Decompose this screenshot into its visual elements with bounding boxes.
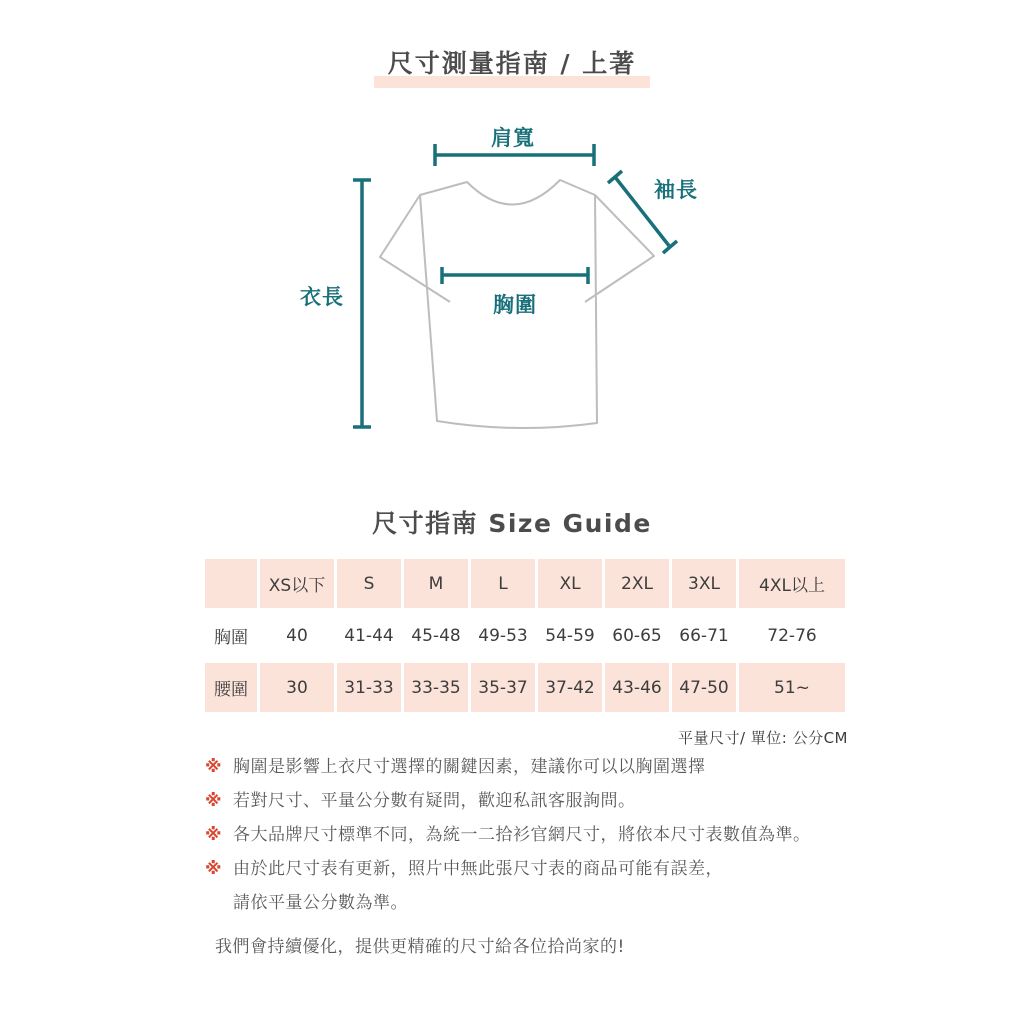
chest-value-3xl: 66-71 (672, 611, 736, 660)
col-header-xs: XS以下 (260, 559, 334, 608)
reference-mark-icon: ※ (205, 791, 222, 811)
col-header-s: S (337, 559, 401, 608)
table-row-waist (205, 663, 845, 712)
waist-value-4xl: 51~ (739, 663, 845, 712)
col-header-2xl: 2XL (605, 559, 669, 608)
chest-value-4xl: 72-76 (739, 611, 845, 660)
list-item (205, 859, 885, 879)
table-row-chest (205, 611, 845, 660)
size-table-corner-cell (205, 559, 257, 608)
waist-value-2xl: 43-46 (605, 663, 669, 712)
shirt-measurement-diagram (280, 110, 760, 450)
page-title (0, 44, 1024, 88)
chest-measure-line (442, 267, 588, 284)
waist-value-xs: 30 (260, 663, 334, 712)
col-header-m: M (404, 559, 468, 608)
notes-list (205, 757, 885, 927)
waist-value-l: 35-37 (471, 663, 535, 712)
shirt-left-sleeve-outline (380, 195, 450, 302)
col-header-l: L (471, 559, 535, 608)
row-label-chest: 胸圍 (205, 611, 257, 660)
col-header-3xl: 3XL (672, 559, 736, 608)
row-label-waist: 腰圍 (205, 663, 257, 712)
closing-message: 我們會持續優化，提供更精確的尺寸給各位拾尚家的! (215, 937, 625, 957)
list-item-continuation (205, 893, 885, 913)
col-header-4xl: 4XL以上 (739, 559, 845, 608)
chest-value-l: 49-53 (471, 611, 535, 660)
page-title-text: 尺寸測量指南 / 上著 (374, 44, 651, 88)
waist-value-xl: 37-42 (538, 663, 602, 712)
garment-length-label: 衣長 (300, 285, 344, 309)
chest-label: 胸圍 (493, 293, 537, 317)
note-text: 胸圍是影響上衣尺寸選擇的關鍵因素，建議你可以以胸圍選擇 (233, 757, 706, 777)
shirt-diagram-svg (280, 110, 760, 450)
waist-value-m: 33-35 (404, 663, 468, 712)
reference-mark-icon: ※ (205, 757, 222, 777)
waist-value-3xl: 47-50 (672, 663, 736, 712)
size-guide-heading: 尺寸指南 Size Guide (372, 509, 652, 538)
sleeve-length-label: 袖長 (654, 178, 698, 202)
chest-value-xs: 40 (260, 611, 334, 660)
list-item (205, 757, 885, 777)
note-text: 若對尺寸、平量公分數有疑問，歡迎私訊客服詢問。 (233, 791, 636, 811)
size-table (202, 556, 848, 715)
size-table-header-row (205, 559, 845, 608)
chest-value-m: 45-48 (404, 611, 468, 660)
note-text: 請依平量公分數為準。 (233, 893, 408, 913)
waist-value-s: 31-33 (337, 663, 401, 712)
note-text: 由於此尺寸表有更新，照片中無此張尺寸表的商品可能有誤差， (233, 859, 723, 879)
shoulder-width-label: 肩寬 (491, 126, 535, 150)
chest-value-s: 41-44 (337, 611, 401, 660)
col-header-xl: XL (538, 559, 602, 608)
chest-value-xl: 54-59 (538, 611, 602, 660)
reference-mark-icon: ※ (205, 825, 222, 845)
measurement-unit-note: 平量尺寸/ 單位: 公分CM (677, 729, 848, 747)
reference-mark-icon: ※ (205, 859, 222, 879)
list-item (205, 825, 885, 845)
note-text: 各大品牌尺寸標準不同，為統一二拾衫官網尺寸，將依本尺寸表數值為準。 (233, 825, 811, 845)
chest-value-2xl: 60-65 (605, 611, 669, 660)
list-item (205, 791, 885, 811)
